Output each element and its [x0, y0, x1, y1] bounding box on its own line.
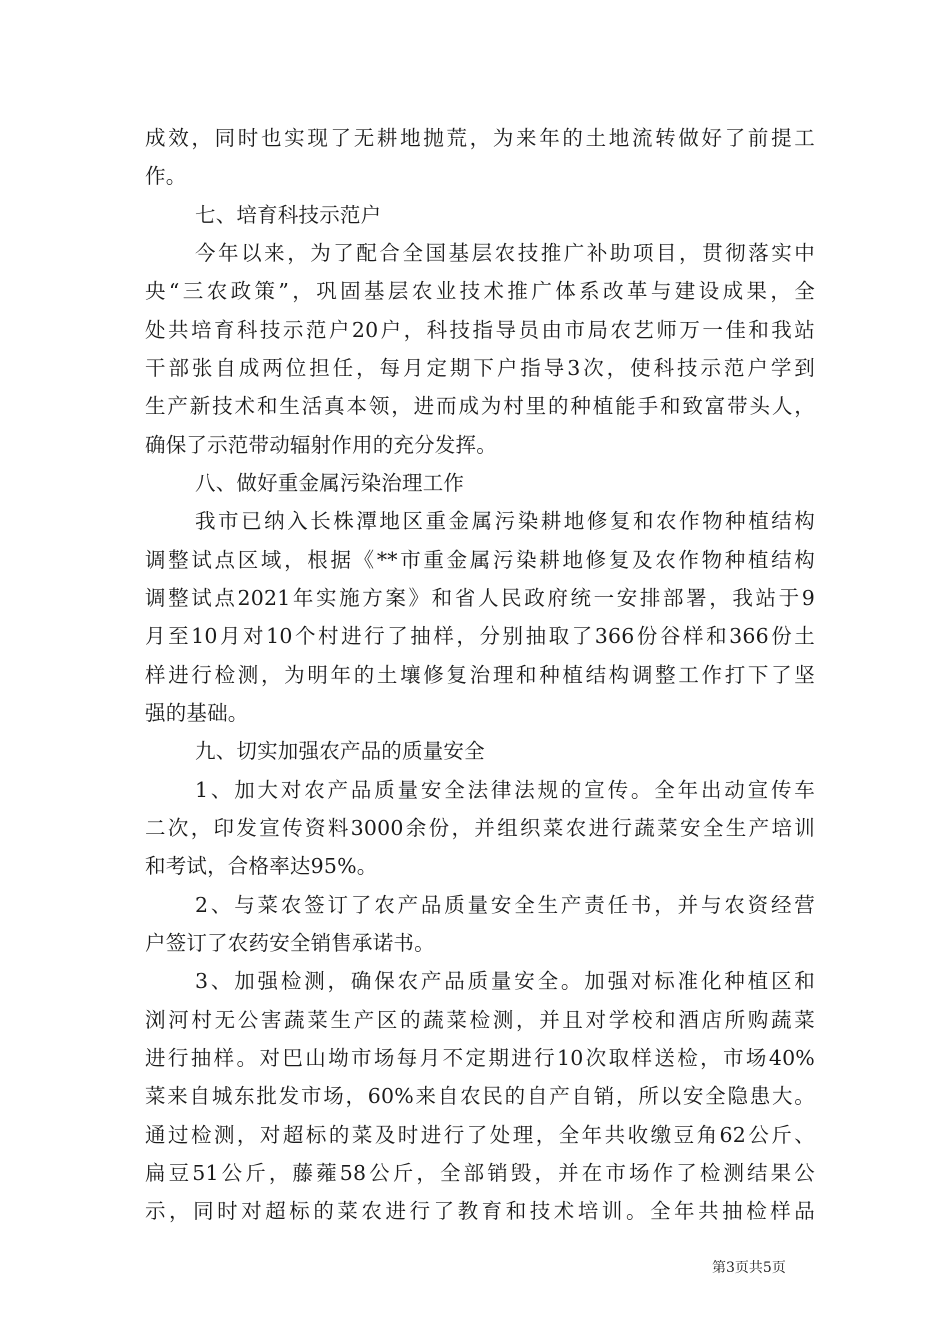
paragraph-line: 成效，同时也实现了无耕地抛荒，为来年的土地流转做好了前提工	[145, 126, 815, 150]
paragraph-line: 浏河村无公害蔬菜生产区的蔬菜检测，并且对学校和酒店所购蔬菜	[145, 1008, 815, 1032]
paragraph-line: 二次，印发宣传资料3000余份，并组织菜农进行蔬菜安全生产培训	[145, 816, 815, 840]
section-heading: 七、培育科技示范户	[195, 203, 382, 227]
page-number-footer: 第3页共5页	[712, 1260, 786, 1276]
paragraph-line: 扁豆51公斤，藤蕹58公斤，全部销毁，并在市场作了检测结果公	[145, 1161, 815, 1185]
paragraph-line: 和考试，合格率达95%。	[145, 854, 378, 878]
paragraph-line: 2、与菜农签订了农产品质量安全生产责任书，并与农资经营	[195, 893, 815, 917]
paragraph-line: 我市已纳入长株潭地区重金属污染耕地修复和农作物种植结构	[195, 509, 815, 533]
paragraph-line: 强的基础。	[145, 701, 249, 725]
paragraph-line: 作。	[145, 164, 187, 188]
paragraph-line: 央“三农政策”，巩固基层农业技术推广体系改革与建设成果，全	[145, 279, 815, 303]
paragraph-line: 户签订了农药安全销售承诺书。	[145, 931, 435, 955]
paragraph-line: 月至10月对10个村进行了抽样，分别抽取了366份谷样和366份土	[145, 624, 815, 648]
paragraph-line: 调整试点区域，根据《**市重金属污染耕地修复及农作物种植结构	[145, 548, 815, 572]
paragraph-line: 1、加大对农产品质量安全法律法规的宣传。全年出动宣传车	[195, 778, 815, 802]
section-heading: 九、切实加强农产品的质量安全	[195, 739, 485, 763]
paragraph-line: 处共培育科技示范户20户，科技指导员由市局农艺师万一佳和我站	[145, 318, 815, 342]
paragraph-line: 样进行检测，为明年的土壤修复治理和种植结构调整工作打下了坚	[145, 663, 815, 687]
paragraph-line: 3、加强检测，确保农产品质量安全。加强对标准化种植区和	[195, 969, 815, 993]
paragraph-line: 进行抽样。对巴山坳市场每月不定期进行10次取样送检，市场40%	[145, 1046, 815, 1070]
paragraph-line: 调整试点2021年实施方案》和省人民政府统一安排部署，我站于9	[145, 586, 815, 610]
paragraph-line: 通过检测，对超标的菜及时进行了处理，全年共收缴豆角62公斤、	[145, 1123, 815, 1147]
paragraph-line: 确保了示范带动辐射作用的充分发挥。	[145, 433, 497, 457]
paragraph-line: 干部张自成两位担任，每月定期下户指导3次，使科技示范户学到	[145, 356, 815, 380]
paragraph-line: 生产新技术和生活真本领，进而成为村里的种植能手和致富带头人，	[145, 394, 815, 418]
paragraph-line: 菜来自城东批发市场，60%来自农民的自产自销，所以安全隐患大。	[145, 1084, 815, 1108]
paragraph-line: 今年以来，为了配合全国基层农技推广补助项目，贯彻落实中	[195, 241, 815, 265]
paragraph-line: 示，同时对超标的菜农进行了教育和技术培训。全年共抽检样品	[145, 1199, 815, 1223]
section-heading: 八、做好重金属污染治理工作	[195, 471, 465, 495]
